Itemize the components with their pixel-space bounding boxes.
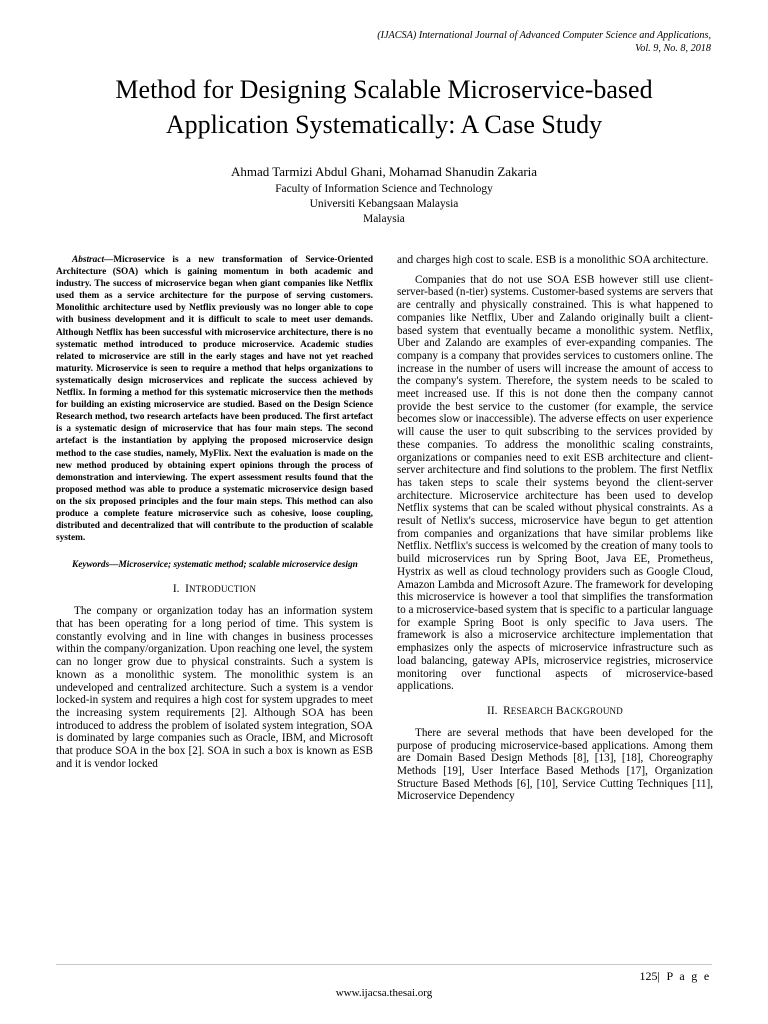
section-title-rest: ESEARCH	[510, 705, 554, 716]
section-number: II.	[487, 704, 498, 717]
affiliation-faculty: Faculty of Information Science and Technology	[275, 183, 493, 195]
journal-name: (IJACSA) International Journal of Advanced Computer Science and Applications,	[377, 30, 711, 41]
title-line-1: Method for Designing Scalable Microservice-based	[115, 75, 653, 104]
background-paragraph-1: There are several methods that have been developed for the purpose of producing microservice-based applications. Among them are Domain Based Design Methods [8], [13], [18], Choreography Methods [19], User Interface Based Methods [17], Organization Structure Based Methods [6], [10], Service Cutting Techniques [11], Microservice Dependency	[397, 726, 713, 803]
page-number-value: 125	[639, 969, 658, 983]
title-line-2: Application Systematically: A Case Study	[165, 110, 603, 139]
intro-paragraph-1: The company or organization today has an information system that has been operating for a long period of time. This system is constantly evolving and in line with changes in business processes within the company/organization. Upon reaching one level, the system can no longer grow due to physical constraints. Such a system is known as a monolithic system. The monolithic system is an undeveloped and centralized architecture. Such a system is a vendor locked-in system and requires a high cost for system upgrades to meet the increasing system requirements [2]. Although SOA has been introduced to address the problem of isolated system integration, SOA is dominated by large companies such as Oracle, IBM, and Microsoft that produce SOA in the box [2]. SOA in such a box is known as ESB and it is vendor locked	[56, 605, 373, 770]
section-first-letter: R	[503, 704, 511, 717]
authors: Ahmad Tarmizi Abdul Ghani, Mohamad Shanudin Zakaria	[230, 164, 538, 179]
journal-header	[291, 29, 711, 55]
keywords: Keywords—Microservice; systematic method; scalable microservice design	[72, 560, 358, 571]
intro-paragraph-2: Companies that do not use SOA ESB however still use client-server-based (n-tier) systems. Customer-based systems are servers that are centrally and physically constrained. This is what happened to companies like Netflix, Uber and Zalando originally built a client-based system that eventually became a monolithic system. Netflix, Uber and Zalando are examples of ever-expanding companies. The company is a company that provides services to customers online. The increase in the number of users will increase the amount of access to the company's system. Therefore, the system needs to be scaled to meet increased use. If this is not done then the company cannot provide the best service to the customer (for example, the service becomes slow or inaccessible). The adverse effects on user experience will cause the user to quit subscribing to the services provided by these companies. To address the monolithic scaling constraints, organizations or companies need to exit ESB architecture and client-server architecture and find solutions to the problem. The first Netflix has taken steps to scale their systems beyond the client-server architecture. Microservice architecture has been used to develop Netflix systems that can be scaled without physical constraints. As a result of Netlix's success, microservice have begun to get attention from companies and organizations that have similar problems like Netflix. Netflix's success is welcomed by the creation of many tools to build microservices run by Spring Boot, Java EE, Prometheus, Hystrix as well as cloud technology providers such as Google Cloud, Amazon Lambda and Microsoft Azure. The framework for developing this microservice is however a tool that simplifies the transformation to a microservice-based system that is specific to a particular language for example Spring Boot is only specific to Java users. The framework is also a microservice architecture implementation that emphasizes only the aspects of microservice infrastructure such as load balancing, gateway APIs, microservice registries, microservice monitoring over functional aspects of microservice-based applications.	[397, 273, 713, 693]
affiliation-university: Universiti Kebangsaan Malaysia	[309, 198, 459, 210]
section-first-letter: I	[185, 583, 189, 596]
page-label: | P a g e	[657, 969, 711, 983]
left-column	[56, 254, 373, 777]
journal-url: www.ijacsa.thesai.org	[335, 987, 433, 999]
section-heading-introduction	[56, 583, 373, 596]
journal-volume: Vol. 9, No. 8, 2018	[635, 43, 711, 54]
section-title-rest-2: ACKGROUND	[563, 705, 623, 716]
abstract-text: —Microservice is a new transformation of Service-Oriented Architecture (SOA) which is gaining momentum in both academic and industry. The success of microservice began when giant companies like Netflix used them as a service architecture for the purpose of serving customers. Monolithic architecture used by Netflix previously was no longer able to cope with business development and it is difficult to scale to meet user demands. Although Netflix has been successful with microservice architecture, there is no systematic method introduced to produce microservice. Academic studies related to microservice are still in the early stages and have not yet reached maturity. Microservice is seen to require a method that helps organizations to systematically design microservices and replicate the success achieved by Netflix. In forming a method for this systematic microservice then the methods for building an existing microservice are studied. Based on the Design Science Research method, two research artefacts have been produced. The first artefact is a systematic design of microservice that has four main steps. The second artefact is the instantiation by applying the proposed microservice design method to the case studies, namely, MyFlix. Next the evaluation is made on the new method produced by obtaining expert opinions through the process of demonstration and interviewing. The expert assessment results found that the proposed method was able to produce a systematic microservice design based on the six proposed principles and the four main steps. This method can also produce a complete feature microservice such as cohesive, loose coupling, distributed and decentralized that will contribute to the production of scalable system.	[56, 255, 373, 544]
affiliation-country: Malaysia	[363, 213, 405, 225]
abstract-label: Abstract	[72, 255, 105, 265]
section-title-rest: NTRODUCTION	[188, 584, 257, 595]
page-number	[640, 969, 711, 984]
section-heading-research-background	[397, 705, 713, 718]
footer-divider	[56, 964, 712, 965]
affiliation	[40, 182, 728, 227]
paper-title	[40, 72, 728, 142]
section-number: I.	[172, 583, 180, 596]
intro-paragraph-1-continued: and charges high cost to scale. ESB is a monolithic SOA architecture.	[397, 254, 709, 266]
abstract	[56, 254, 373, 544]
section-first-letter-2: B	[556, 704, 564, 717]
right-column	[397, 254, 713, 810]
